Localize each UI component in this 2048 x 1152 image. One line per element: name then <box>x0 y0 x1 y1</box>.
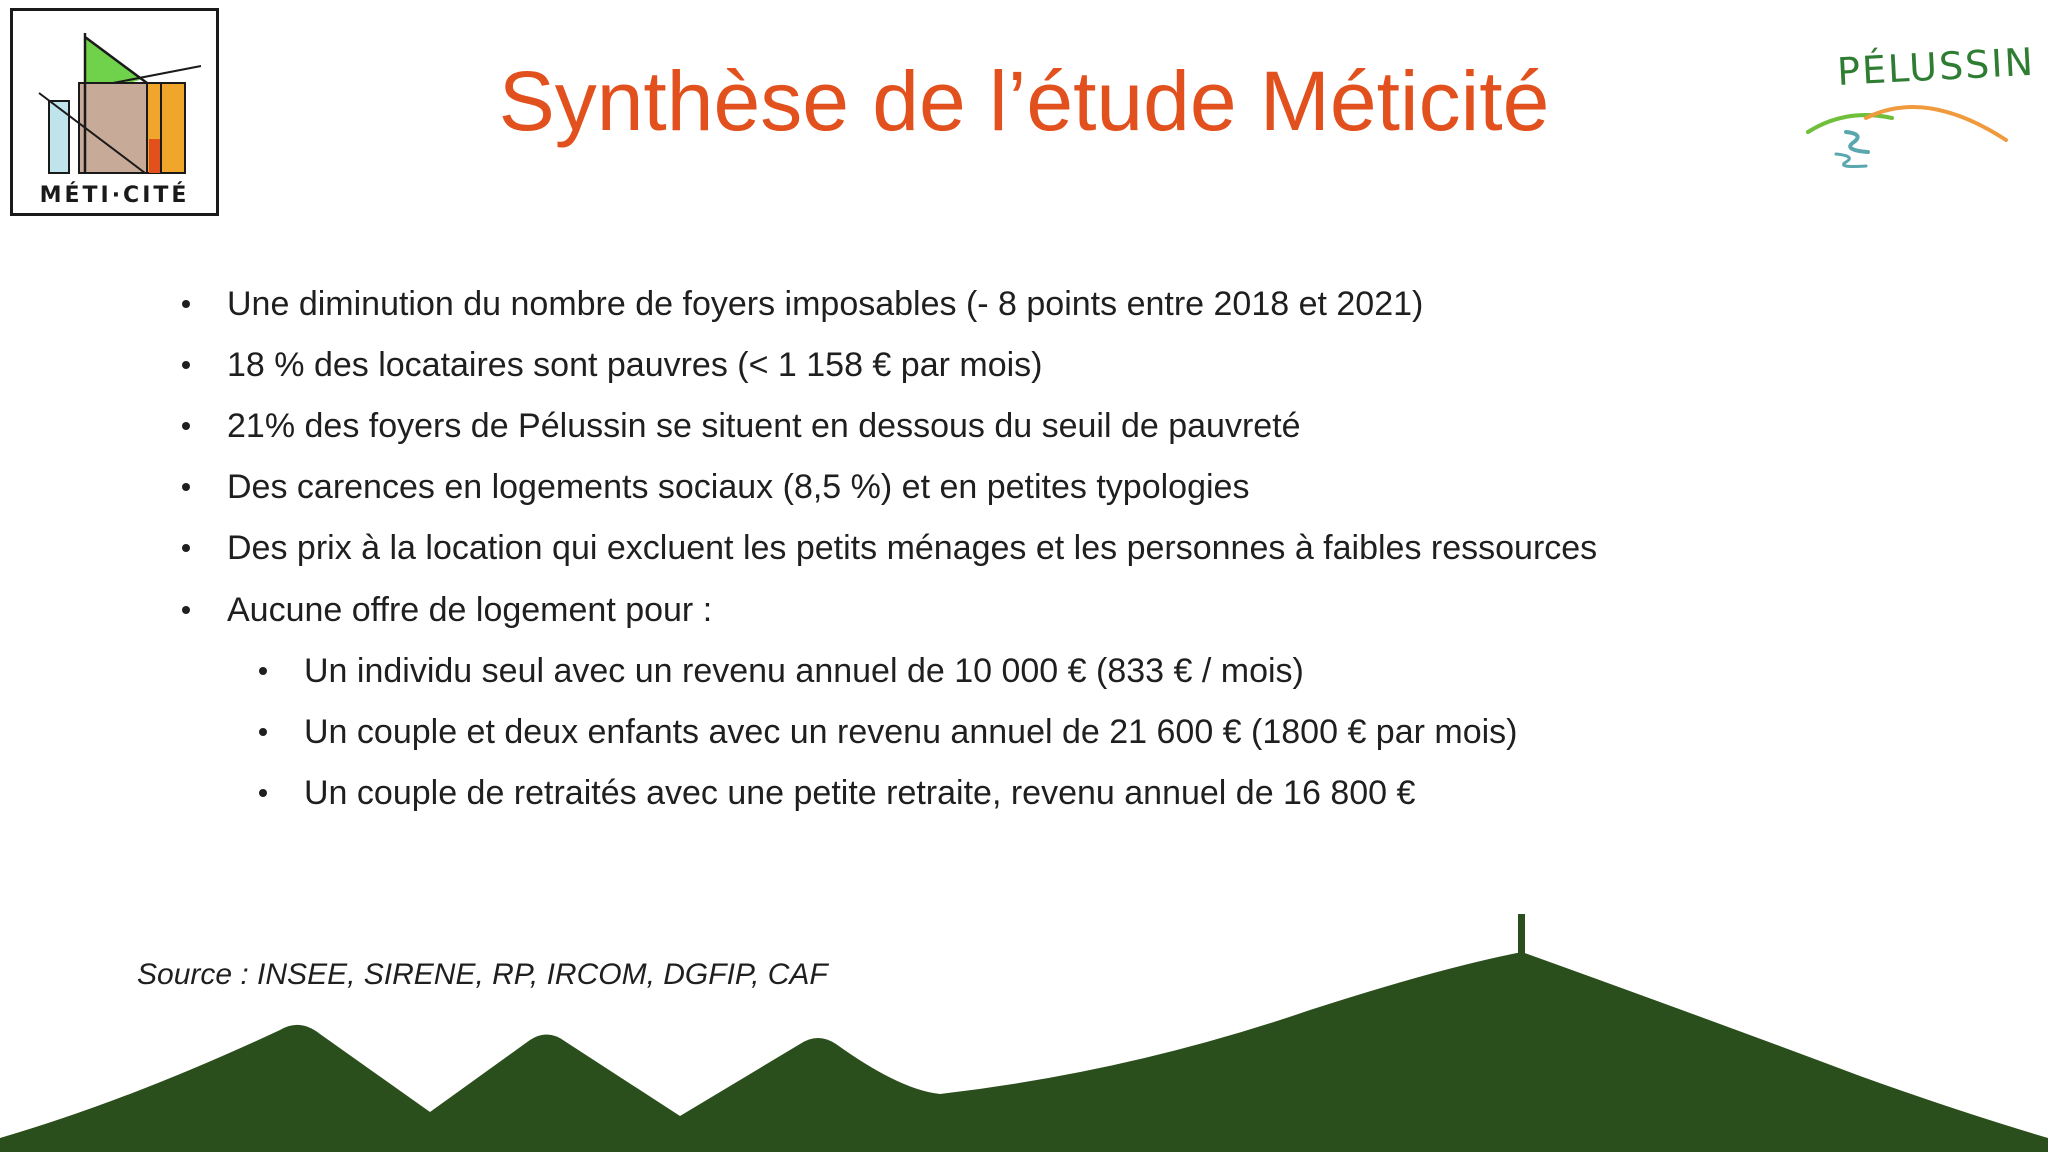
bullet-text: 18 % des locataires sont pauvres (< 1 158 € par mois) <box>227 346 1043 384</box>
bullet-text: Aucune offre de logement pour : <box>227 591 713 629</box>
bullet-text: Des carences en logements sociaux (8,5 %) et en petites typologies <box>227 468 1250 506</box>
pelussin-logo-text: PÉLUSSIN <box>1836 39 2036 94</box>
bullet-text: Des prix à la location qui excluent les petits ménages et les personnes à faibles ressources <box>227 529 1598 567</box>
source-note: Source : INSEE, SIRENE, RP, IRCOM, DGFIP, CAF <box>137 958 828 991</box>
meticite-logo-text: MÉTI·CITÉ <box>39 183 190 208</box>
sub-bullet-text: Un individu seul avec un revenu annuel de 10 000 € (833 € / mois) <box>304 652 1304 690</box>
bullet-text: 21% des foyers de Pélussin se situent en dessous du seuil de pauvreté <box>227 407 1301 445</box>
bullet-text: Une diminution du nombre de foyers imposables (- 8 points entre 2018 et 2021) <box>227 285 1424 323</box>
slide-title: Synthèse de l’étude Méticité <box>498 54 1550 148</box>
sub-bullet-text: Un couple et deux enfants avec un revenu annuel de 21 600 € (1800 € par mois) <box>304 713 1518 751</box>
sub-bullet-text: Un couple de retraités avec une petite retraite, revenu annuel de 16 800 € <box>304 774 1416 812</box>
